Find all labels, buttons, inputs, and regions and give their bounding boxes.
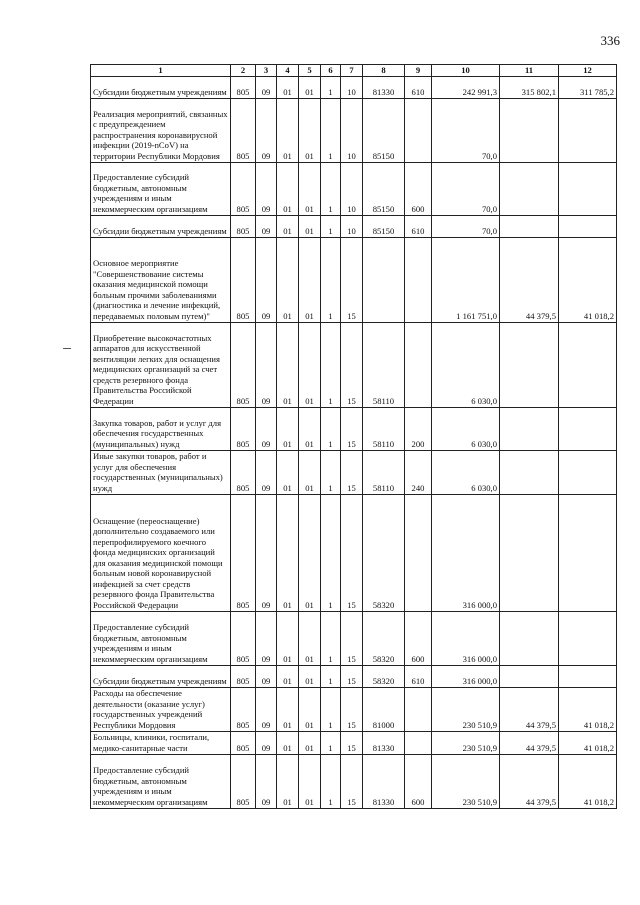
cell-c8: 58320 [363,612,405,666]
cell-c5: 01 [299,666,321,688]
page-number: 336 [600,33,620,48]
row-name-cell [91,77,231,99]
row-name: Предоставление субсидий бюджетным, автономным учреждениям и иным некоммерческим организациям [93,622,208,664]
budget-table [90,64,617,809]
cell-c9: 600 [405,612,432,666]
cell-c4: 01 [277,408,299,451]
cell-c6: 1 [321,77,341,99]
cell-c5: 01 [299,238,321,323]
cell-c2: 805 [231,408,256,451]
cell-c7: 15 [341,323,363,408]
column-header: 10 [432,65,500,77]
cell-c3: 09 [256,323,277,408]
cell-c7: 10 [341,77,363,99]
table-body [91,77,617,809]
row-name: Иные закупки товаров, работ и услуг для обеспечения государственных (муниципальных) нужд [93,451,223,493]
cell-c11: 44 379,5 [500,238,559,323]
cell-c10: 6 030,0 [432,408,500,451]
cell-c10: 230 510,9 [432,732,500,755]
table-row [91,732,617,755]
cell-c2: 805 [231,99,256,163]
cell-c12 [559,666,617,688]
cell-c6: 1 [321,408,341,451]
cell-c12 [559,408,617,451]
table-row [91,451,617,495]
cell-c6: 1 [321,666,341,688]
cell-c3: 09 [256,451,277,495]
cell-c7: 15 [341,238,363,323]
column-header: 3 [256,65,277,77]
cell-c9: 200 [405,408,432,451]
row-name-cell [91,755,231,809]
cell-c7: 15 [341,755,363,809]
cell-c7: 10 [341,99,363,163]
row-name-cell [91,99,231,163]
cell-c11: 44 379,5 [500,688,559,732]
cell-c4: 01 [277,688,299,732]
cell-c6: 1 [321,688,341,732]
cell-c10: 230 510,9 [432,688,500,732]
cell-c6: 1 [321,495,341,612]
cell-c8: 58110 [363,323,405,408]
cell-c3: 09 [256,99,277,163]
cell-c9: 240 [405,451,432,495]
cell-c2: 805 [231,163,256,216]
cell-c9 [405,688,432,732]
cell-c3: 09 [256,163,277,216]
cell-c7: 15 [341,688,363,732]
cell-c9 [405,99,432,163]
cell-c2: 805 [231,495,256,612]
table-row [91,408,617,451]
cell-c10: 70,0 [432,216,500,238]
table-row [91,99,617,163]
row-name-cell [91,688,231,732]
cell-c7: 15 [341,451,363,495]
cell-c12: 41 018,2 [559,688,617,732]
cell-c8: 81330 [363,77,405,99]
row-name: Основное мероприятие "Совершенствование системы оказания медицинской помощи больным прочими заболеваниями (диагностика и лечение инфекций, передаваемых половым путем)" [93,258,221,321]
row-name-cell [91,216,231,238]
cell-c5: 01 [299,99,321,163]
cell-c2: 805 [231,612,256,666]
column-header: 2 [231,65,256,77]
row-name-cell [91,666,231,688]
cell-c6: 1 [321,755,341,809]
cell-c3: 09 [256,666,277,688]
cell-c8: 58110 [363,451,405,495]
cell-c5: 01 [299,163,321,216]
cell-c7: 15 [341,495,363,612]
column-header: 12 [559,65,617,77]
row-name-cell [91,495,231,612]
row-name: Реализация мероприятий, связанных с предупреждением распространения коронавирусной инфекции (2019-nCoV) на территории Республики Мордовия [93,108,228,161]
cell-c7: 15 [341,732,363,755]
cell-c9: 610 [405,216,432,238]
column-header: 4 [277,65,299,77]
cell-c9: 610 [405,77,432,99]
cell-c4: 01 [277,755,299,809]
cell-c11 [500,323,559,408]
row-name-cell [91,323,231,408]
cell-c12 [559,495,617,612]
cell-c8: 81330 [363,755,405,809]
cell-c9 [405,732,432,755]
column-header: 11 [500,65,559,77]
cell-c2: 805 [231,666,256,688]
table-row [91,163,617,216]
cell-c4: 01 [277,732,299,755]
cell-c11 [500,495,559,612]
cell-c10: 70,0 [432,99,500,163]
row-name: Предоставление субсидий бюджетным, автономным учреждениям и иным некоммерческим организациям [93,172,208,214]
table-row [91,216,617,238]
cell-c9 [405,238,432,323]
table-row [91,77,617,99]
table-row [91,495,617,612]
cell-c10: 242 991,3 [432,77,500,99]
cell-c4: 01 [277,323,299,408]
cell-c2: 805 [231,77,256,99]
cell-c2: 805 [231,238,256,323]
cell-c9 [405,495,432,612]
cell-c8: 58320 [363,666,405,688]
cell-c2: 805 [231,451,256,495]
cell-c10: 6 030,0 [432,451,500,495]
cell-c10: 316 000,0 [432,612,500,666]
row-name: Приобретение высокочастотных аппаратов для искусственной вентиляции легких для оснащения медицинских организаций за счет средств резервного фонда Правительства Российской Федерации [93,332,220,406]
cell-c9 [405,323,432,408]
row-name-cell [91,612,231,666]
table-row [91,755,617,809]
row-name: Расходы на обеспечение деятельности (оказание услуг) государственных учреждений Республики Мордовия [93,688,205,730]
cell-c8: 85150 [363,216,405,238]
cell-c8 [363,238,405,323]
cell-c8: 58110 [363,408,405,451]
cell-c3: 09 [256,495,277,612]
cell-c10: 316 000,0 [432,495,500,612]
cell-c3: 09 [256,732,277,755]
cell-c5: 01 [299,451,321,495]
cell-c5: 01 [299,323,321,408]
cell-c5: 01 [299,77,321,99]
table-row [91,323,617,408]
cell-c4: 01 [277,238,299,323]
cell-c6: 1 [321,216,341,238]
cell-c2: 805 [231,688,256,732]
cell-c10: 316 000,0 [432,666,500,688]
row-name: Предоставление субсидий бюджетным, автономным учреждениям и иным некоммерческим организациям [93,765,208,807]
cell-c4: 01 [277,451,299,495]
row-name: Субсидии бюджетным учреждениям [93,86,227,97]
row-name: Закупка товаров, работ и услуг для обеспечения государственных (муниципальных) нужд [93,417,222,449]
cell-c12 [559,99,617,163]
cell-c4: 01 [277,495,299,612]
column-header: 8 [363,65,405,77]
cell-c11 [500,451,559,495]
cell-c12 [559,216,617,238]
column-header: 7 [341,65,363,77]
cell-c4: 01 [277,99,299,163]
table-row [91,688,617,732]
cell-c8: 58320 [363,495,405,612]
cell-c11 [500,666,559,688]
cell-c3: 09 [256,688,277,732]
cell-c5: 01 [299,732,321,755]
margin-mark [63,348,71,349]
cell-c12: 311 785,2 [559,77,617,99]
row-name: Оснащение (переоснащение) дополнительно создаваемого или перепрофилируемого коечного фонда медицинских организаций для оказания медицинской помощи больным новой коронавирусной инфекцией за счет средств резервного фонда Правительства Российской Федерации [93,515,223,610]
cell-c7: 10 [341,216,363,238]
header-row [91,65,617,77]
cell-c10: 70,0 [432,163,500,216]
cell-c6: 1 [321,451,341,495]
table-row [91,666,617,688]
cell-c11 [500,612,559,666]
cell-c11: 44 379,5 [500,755,559,809]
row-name: Субсидии бюджетным учреждениям [93,225,227,236]
cell-c9: 600 [405,755,432,809]
cell-c3: 09 [256,216,277,238]
cell-c4: 01 [277,216,299,238]
cell-c3: 09 [256,77,277,99]
column-header: 5 [299,65,321,77]
cell-c6: 1 [321,238,341,323]
cell-c8: 81000 [363,688,405,732]
cell-c7: 15 [341,666,363,688]
cell-c10: 1 161 751,0 [432,238,500,323]
cell-c5: 01 [299,408,321,451]
column-header: 1 [91,65,231,77]
cell-c12: 41 018,2 [559,755,617,809]
cell-c6: 1 [321,163,341,216]
cell-c10: 6 030,0 [432,323,500,408]
cell-c3: 09 [256,408,277,451]
cell-c9: 610 [405,666,432,688]
cell-c10: 230 510,9 [432,755,500,809]
cell-c8: 85150 [363,99,405,163]
column-header: 6 [321,65,341,77]
cell-c12 [559,451,617,495]
cell-c11 [500,216,559,238]
cell-c2: 805 [231,732,256,755]
cell-c4: 01 [277,77,299,99]
cell-c8: 85150 [363,163,405,216]
row-name: Субсидии бюджетным учреждениям [93,675,227,686]
row-name-cell [91,163,231,216]
cell-c12: 41 018,2 [559,238,617,323]
cell-c3: 09 [256,238,277,323]
cell-c6: 1 [321,732,341,755]
cell-c2: 805 [231,755,256,809]
row-name-cell [91,732,231,755]
cell-c12 [559,323,617,408]
row-name-cell [91,408,231,451]
cell-c5: 01 [299,688,321,732]
row-name-cell [91,451,231,495]
cell-c5: 01 [299,216,321,238]
column-header: 9 [405,65,432,77]
cell-c3: 09 [256,755,277,809]
cell-c7: 10 [341,163,363,216]
row-name-cell [91,238,231,323]
cell-c4: 01 [277,666,299,688]
cell-c5: 01 [299,755,321,809]
cell-c2: 805 [231,323,256,408]
table-row [91,238,617,323]
cell-c8: 81330 [363,732,405,755]
cell-c4: 01 [277,163,299,216]
cell-c11 [500,163,559,216]
cell-c3: 09 [256,612,277,666]
row-name: Больницы, клиники, госпитали, медико-санитарные части [93,732,210,753]
cell-c11: 315 802,1 [500,77,559,99]
cell-c5: 01 [299,495,321,612]
cell-c5: 01 [299,612,321,666]
cell-c7: 15 [341,408,363,451]
cell-c12: 41 018,2 [559,732,617,755]
cell-c12 [559,163,617,216]
cell-c11 [500,408,559,451]
cell-c7: 15 [341,612,363,666]
cell-c6: 1 [321,99,341,163]
cell-c2: 805 [231,216,256,238]
cell-c11: 44 379,5 [500,732,559,755]
table-row [91,612,617,666]
cell-c12 [559,612,617,666]
cell-c6: 1 [321,323,341,408]
cell-c11 [500,99,559,163]
cell-c6: 1 [321,612,341,666]
cell-c4: 01 [277,612,299,666]
cell-c9: 600 [405,163,432,216]
